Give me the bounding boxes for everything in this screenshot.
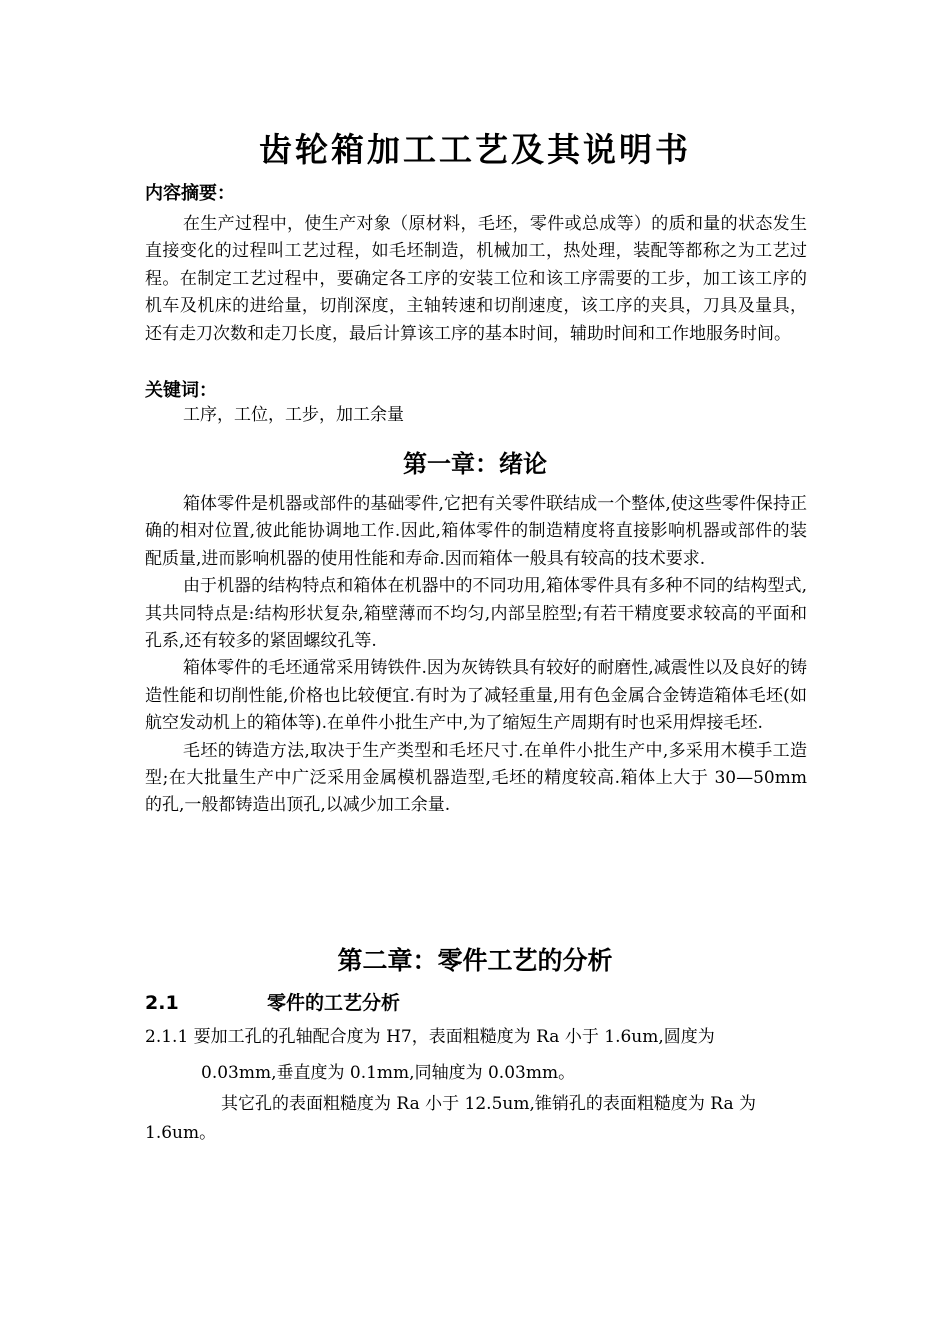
item-2-1-1-line-2: 0.03mm,垂直度为 0.1mm,同轴度为 0.03mm。 <box>201 1063 576 1083</box>
chapter-1-paragraph: 箱体零件的毛坯通常采用铸铁件.因为灰铸铁具有较好的耐磨性,减震性以及良好的铸造性能和切削性能,价格也比较便宜.有时为了减轻重量,用有色金属合金铸造箱体毛坯(如航空发动机上的箱体等).在单件小批生产中,为了缩短生产周期有时也采用焊接毛坯. <box>145 658 807 734</box>
abstract-paragraph: 在生产过程中，使生产对象（原材料，毛坯，零件或总成等）的质和量的状态发生直接变化的过程叫工艺过程，如毛坯制造，机械加工，热处理，装配等都称之为工艺过程。在制定工艺过程中，要确定各工序的安装工位和该工序需要的工步，加工该工序的机车及机床的进给量，切削深度，主轴转速和切削速度，该工序的夹具，刀具及量具，还有走刀次数和走刀长度，最后计算该工序的基本时间，辅助时间和工作地服务时间。 <box>145 214 807 344</box>
section-2-1-heading <box>145 990 400 1016</box>
item-number: 2.1.1 <box>145 1027 189 1047</box>
item-2-1-1-line-1 <box>145 1025 715 1049</box>
item-2-1-1-line-3: 其它孔的表面粗糙度为 Ra 小于 12.5um,锥销孔的表面粗糙度为 Ra 为 <box>221 1094 756 1114</box>
abstract-label: 内容摘要： <box>145 183 235 204</box>
item-2-1-1-line-4: 1.6um。 <box>145 1123 217 1143</box>
section-title: 零件的工艺分析 <box>267 992 401 1014</box>
abstract-body <box>145 211 807 348</box>
chapter-1-paragraph: 箱体零件是机器或部件的基础零件,它把有关零件联结成一个整体,使这些零件保持正确的相对位置,彼此能协调地工作.因此,箱体零件的制造精度将直接影响机器或部件的装配质量,进而影响机器的使用性能和寿命.因而箱体一般具有较高的技术要求. <box>145 494 807 569</box>
chapter-1-paragraph: 毛坯的铸造方法,取决于生产类型和毛坯尺寸.在单件小批生产中,多采用木模手工造型;在大批量生产中广泛采用金属模机器造型,毛坯的精度较高.箱体上大于 30—50mm 的孔,一般都铸造出顶孔,以减少加工余量. <box>145 740 807 816</box>
chapter-2-title: 第二章：零件工艺的分析 <box>337 946 613 975</box>
section-number: 2.1 <box>145 992 179 1014</box>
chapter-1-body <box>145 491 807 820</box>
document-title: 齿轮箱加工工艺及其说明书 <box>259 130 691 169</box>
keywords-text: 工序，工位，工步，加工余量 <box>183 405 404 425</box>
keywords-label: 关键词： <box>145 380 217 401</box>
chapter-1-title: 第一章：绪论 <box>403 450 547 478</box>
item-text: 要加工孔的孔轴配合度为 H7，表面粗糙度为 Ra 小于 1.6um,圆度为 <box>193 1027 715 1047</box>
chapter-1-paragraph: 由于机器的结构特点和箱体在机器中的不同功用,箱体零件具有多种不同的结构型式,其共同特点是:结构形状复杂,箱壁薄而不均匀,内部呈腔型;有若干精度要求较高的平面和孔系,还有较多的紧固螺纹孔等. <box>145 576 807 652</box>
keywords-body <box>145 402 807 429</box>
